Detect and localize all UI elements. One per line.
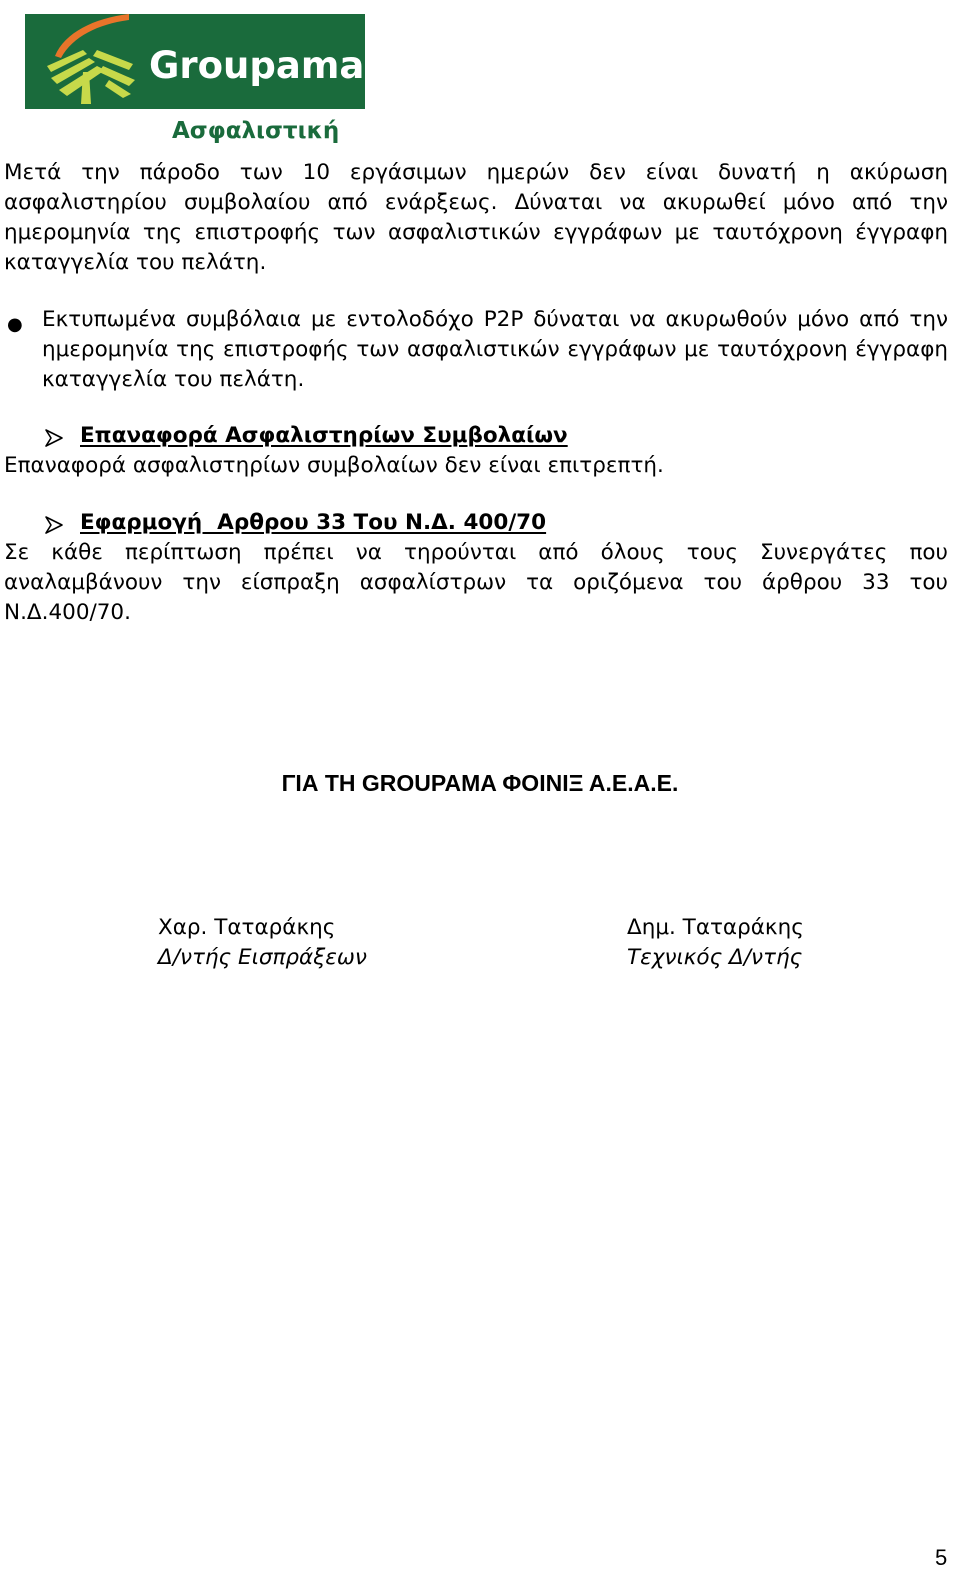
signatory-2 (627, 913, 804, 973)
arrowhead-bullet-icon (44, 428, 64, 448)
bullet-icon: ● (7, 314, 23, 335)
p2p-bullet-text: Εκτυπωμένα συμβόλαια με εντολοδόχο P2P δύναται να ακυρωθούν μόνο από την ημερομηνία της επιστροφής των ασφαλιστικών εγγράφων με ταυτόχρονη έγγραφη καταγγελία του πελάτη. (42, 307, 948, 392)
page-number: 5 (935, 1545, 948, 1570)
groupama-logo (25, 14, 365, 109)
section-heading-article33: Εφαρμογή Αρθρου 33 Του Ν.Δ. 400/70 (80, 510, 547, 535)
section-body-article33: Σε κάθε περίπτωση πρέπει να τηρούνται από όλους τους Συνεργάτες που αναλαμβάνουν την είσπραξη ασφαλίστρων τα οριζόμενα του άρθρου 33 του Ν.Δ.400/70. (4, 540, 948, 625)
signatory-1 (158, 913, 367, 973)
signatory-name: Δημ. Ταταράκης (627, 915, 804, 940)
section-body-reinstatement: Επαναφορά ασφαλιστηρίων συμβολαίων δεν είναι επιτρεπτή. (4, 453, 664, 478)
signoff-company: ΓΙΑ ΤΗ GROUPAMA ΦΟΙΝΙΞ Α.Ε.Α.Ε. (281, 770, 679, 796)
logo-subtitle: Ασφαλιστική (172, 118, 340, 144)
section-heading-reinstatement: Επαναφορά Ασφαλιστηρίων Συμβολαίων (80, 423, 568, 448)
cancellation-paragraph: Μετά την πάροδο των 10 εργάσιμων ημερών δεν είναι δυνατή η ακύρωση ασφαλιστηρίου συμβολαίου από ενάρξεως. Δύναται να ακυρωθεί μόνο από την ημερομηνία της επιστροφής των ασφαλιστικών εγγράφων με ταυτόχρονη έγγραφη καταγγελία του πελάτη. (4, 160, 948, 275)
logo-wordmark: Groupama (149, 44, 365, 87)
signatory-role: Τεχνικός Δ/ντής (627, 945, 803, 970)
signatory-name: Χαρ. Ταταράκης (158, 915, 336, 940)
arrowhead-bullet-icon (44, 515, 64, 535)
signatory-role: Δ/ντής Εισπράξεων (158, 945, 367, 970)
